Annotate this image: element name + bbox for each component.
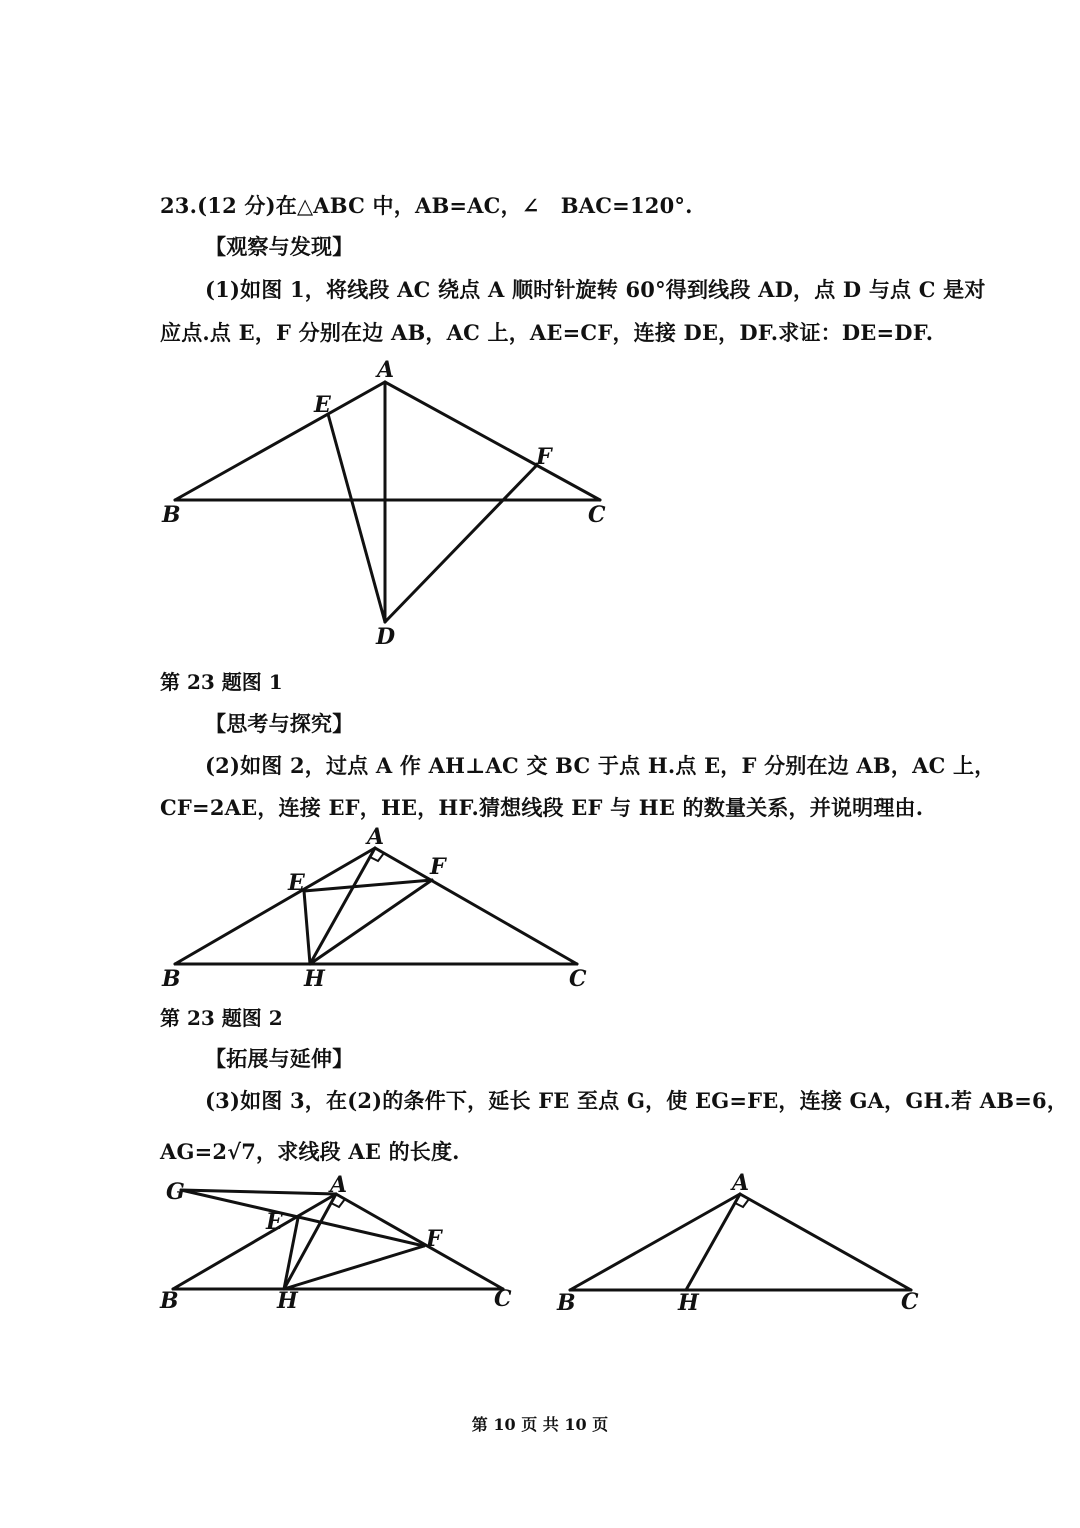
fig2-seg-he xyxy=(304,891,310,964)
figure-2 xyxy=(161,824,587,992)
part3-line1: (3)如图 3，在(2)的条件下，延长 FE 至点 G，使 EG=FE，连接 GA，GH.若 AB=6， xyxy=(205,1088,1069,1113)
fig3-label-b: B xyxy=(160,1288,179,1314)
fig3-label-e: E xyxy=(266,1209,283,1235)
figure2-caption: 第 23 题图 2 xyxy=(160,1006,283,1030)
part2-line1: (2)如图 2，过点 A 作 AH⊥AC 交 BC 于点 H.点 E，F 分别在边 AB，AC 上， xyxy=(205,753,996,778)
figure-1 xyxy=(161,357,606,650)
fig3-seg-gf xyxy=(181,1190,424,1246)
fig2-label-e: E xyxy=(288,870,305,896)
fig4-seg-ac xyxy=(740,1194,911,1290)
fig2-label-f: F xyxy=(430,854,446,880)
fig2-seg-ac xyxy=(375,848,577,964)
fig2-seg-ef xyxy=(304,880,432,891)
fig2-label-a: A xyxy=(367,824,385,850)
problem-intro: 23.(12 分)在△ABC 中，AB=AC，∠ BAC=120°. xyxy=(160,193,693,218)
fig4-label-h: H xyxy=(678,1290,699,1316)
fig2-label-h: H xyxy=(304,966,325,992)
fig3-label-h: H xyxy=(277,1288,298,1314)
fig1-label-b: B xyxy=(162,502,181,528)
fig1-label-a: A xyxy=(377,357,395,383)
part1-line1: (1)如图 1，将线段 AC 绕点 A 顺时针旋转 60°得到线段 AD，点 D 与点 C 是对 xyxy=(205,277,986,302)
fig3-label-a: A xyxy=(330,1172,348,1198)
figure-4 xyxy=(556,1170,919,1316)
fig1-label-f: F xyxy=(536,444,552,470)
part3-line2: AG=2√7，求线段 AE 的长度. xyxy=(160,1139,460,1164)
part2-line2: CF=2AE，连接 EF，HE，HF.猜想线段 EF 与 HE 的数量关系，并说明理由. xyxy=(160,795,924,820)
fig1-seg-ac xyxy=(385,382,600,500)
fig2-seg-ab xyxy=(175,848,375,964)
fig1-label-d: D xyxy=(376,624,396,650)
page-footer: 第 10 页 共 10 页 xyxy=(471,1415,609,1434)
fig2-seg-hf xyxy=(310,880,432,964)
fig3-seg-ac xyxy=(336,1194,503,1289)
part2-heading: 【思考与探究】 xyxy=(205,711,354,736)
fig1-seg-ab xyxy=(175,382,385,500)
fig3-seg-ga xyxy=(181,1190,336,1194)
fig4-label-a: A xyxy=(732,1170,750,1196)
fig2-label-b: B xyxy=(162,966,181,992)
fig2-label-c: C xyxy=(569,966,587,992)
part3-heading: 【拓展与延伸】 xyxy=(205,1046,354,1071)
fig3-label-f: F xyxy=(426,1226,442,1252)
figure-3 xyxy=(159,1172,512,1314)
part1-line2: 应点.点 E，F 分别在边 AB，AC 上，AE=CF，连接 DE，DF.求证：DE=DF. xyxy=(160,320,934,345)
fig1-seg-df xyxy=(385,465,537,622)
fig3-label-c: C xyxy=(494,1286,512,1312)
part1-heading: 【观察与发现】 xyxy=(205,234,354,259)
figure1-caption: 第 23 题图 1 xyxy=(160,670,283,694)
fig4-label-c: C xyxy=(901,1289,919,1315)
fig1-label-c: C xyxy=(588,502,606,528)
fig1-label-e: E xyxy=(314,392,331,418)
fig1-seg-de xyxy=(328,414,385,622)
fig3-label-g: G xyxy=(166,1179,185,1205)
fig4-label-b: B xyxy=(557,1290,576,1316)
